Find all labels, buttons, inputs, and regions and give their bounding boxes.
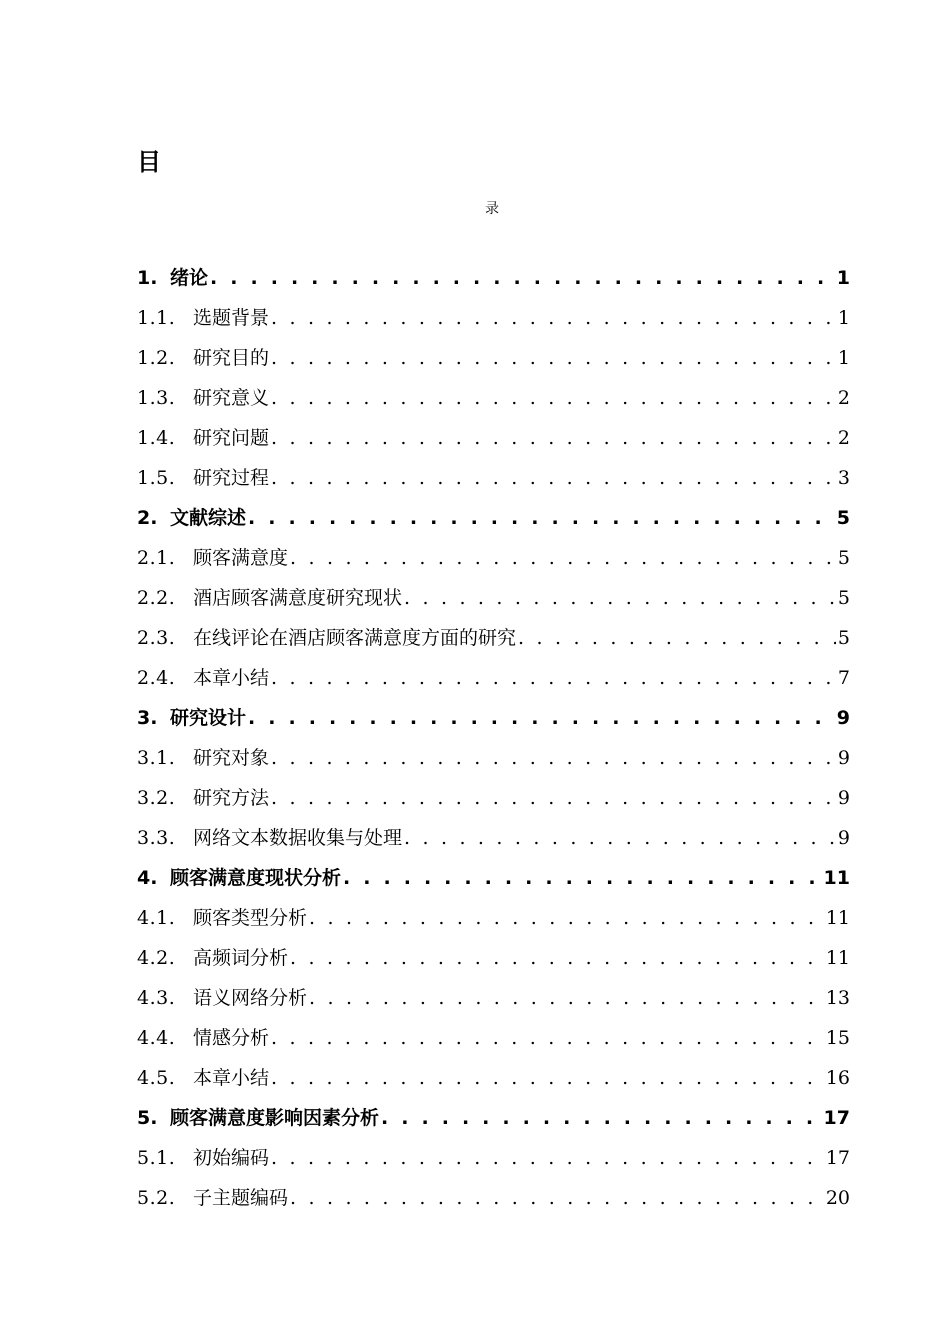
toc-entry-number: 3.3. xyxy=(137,827,176,849)
toc-section-entry[interactable] xyxy=(137,418,850,458)
toc-dot-leader xyxy=(271,458,836,498)
toc-section-entry[interactable] xyxy=(137,1178,850,1218)
toc-dot-leader xyxy=(271,1018,824,1058)
toc-dot-leader xyxy=(210,258,835,298)
toc-heading-char-1: 目 xyxy=(137,148,161,176)
toc-dot-leader xyxy=(271,1138,824,1178)
toc-entry-page: 13 xyxy=(825,987,850,1009)
toc-entry-page: 1 xyxy=(837,307,850,329)
toc-dot-leader xyxy=(271,778,836,818)
toc-section-entry[interactable] xyxy=(137,778,850,818)
toc-entry-title: 本章小结 xyxy=(193,667,270,689)
toc-entry-number: 1.1. xyxy=(137,307,176,329)
toc-section-entry[interactable] xyxy=(137,538,850,578)
toc-entry-title: 研究设计 xyxy=(170,707,247,729)
toc-dot-leader xyxy=(518,618,836,658)
toc-entry-page: 17 xyxy=(825,1147,850,1169)
toc-dot-leader xyxy=(404,818,836,858)
toc-entry-title: 顾客类型分析 xyxy=(193,907,308,929)
toc-section-entry[interactable] xyxy=(137,938,850,978)
toc-dot-leader xyxy=(290,938,824,978)
toc-entry-page: 1 xyxy=(836,267,850,289)
toc-section-entry[interactable] xyxy=(137,338,850,378)
toc-entry-page: 5 xyxy=(836,507,850,529)
toc-entry-title: 酒店顾客满意度研究现状 xyxy=(193,587,403,609)
toc-section-entry[interactable] xyxy=(137,818,850,858)
toc-entry-number: 4.1. xyxy=(137,907,176,929)
toc-section-entry[interactable] xyxy=(137,658,850,698)
toc-entry-title: 在线评论在酒店顾客满意度方面的研究 xyxy=(193,627,517,649)
toc-section-entry[interactable] xyxy=(137,618,850,658)
toc-dot-leader xyxy=(271,338,836,378)
toc-entry-title: 情感分析 xyxy=(193,1027,270,1049)
toc-entry-number: 1.4. xyxy=(137,427,176,449)
toc-section-entry[interactable] xyxy=(137,578,850,618)
toc-entry-number: 1.2. xyxy=(137,347,176,369)
toc-section-entry[interactable] xyxy=(137,1018,850,1058)
toc-dot-leader xyxy=(271,298,836,338)
toc-entry-title: 研究过程 xyxy=(193,467,270,489)
toc-entry-number: 1.3. xyxy=(137,387,176,409)
toc-entry-page: 16 xyxy=(825,1067,850,1089)
toc-entry-number: 4.4. xyxy=(137,1027,176,1049)
toc-section-entry[interactable] xyxy=(137,898,850,938)
toc-entry-number: 5. xyxy=(137,1107,158,1129)
toc-entry-number: 5.2. xyxy=(137,1187,176,1209)
toc-entry-title: 语义网络分析 xyxy=(193,987,308,1009)
toc-entry-page: 20 xyxy=(825,1187,850,1209)
toc-entry-number: 2.4. xyxy=(137,667,176,689)
toc-entry-number: 3. xyxy=(137,707,158,729)
toc-entry-page: 11 xyxy=(823,867,850,889)
toc-entry-title: 绪论 xyxy=(170,267,209,289)
toc-chapter-entry[interactable] xyxy=(137,698,850,738)
toc-dot-leader xyxy=(271,658,836,698)
toc-entry-page: 2 xyxy=(837,387,850,409)
toc-entry-page: 1 xyxy=(837,347,850,369)
toc-dot-leader xyxy=(309,978,824,1018)
toc-heading-char-2: 录 xyxy=(485,201,499,217)
toc-entry-title: 研究目的 xyxy=(193,347,270,369)
toc-entry-page: 9 xyxy=(837,827,850,849)
toc-section-entry[interactable] xyxy=(137,978,850,1018)
toc-dot-leader xyxy=(290,1178,824,1218)
toc-entry-title: 高频词分析 xyxy=(193,947,289,969)
toc-entry-number: 4. xyxy=(137,867,158,889)
toc-entry-page: 5 xyxy=(837,587,850,609)
toc-entry-number: 4.5. xyxy=(137,1067,176,1089)
toc-dot-leader xyxy=(271,378,836,418)
toc-dot-leader xyxy=(271,1058,824,1098)
toc-chapter-entry[interactable] xyxy=(137,858,850,898)
toc-entry-title: 初始编码 xyxy=(193,1147,270,1169)
toc-entry-page: 2 xyxy=(837,427,850,449)
toc-section-entry[interactable] xyxy=(137,738,850,778)
toc-dot-leader xyxy=(271,418,836,458)
toc-entry-title: 研究对象 xyxy=(193,747,270,769)
toc-dot-leader xyxy=(381,1098,822,1138)
toc-dot-leader xyxy=(248,698,835,738)
toc-entry-page: 17 xyxy=(823,1107,850,1129)
toc-entry-title: 网络文本数据收集与处理 xyxy=(193,827,403,849)
toc-entry-number: 1.5. xyxy=(137,467,176,489)
toc-entry-number: 2.3. xyxy=(137,627,176,649)
toc-section-entry[interactable] xyxy=(137,1138,850,1178)
toc-entry-title: 研究意义 xyxy=(193,387,270,409)
toc-entry-title: 研究问题 xyxy=(193,427,270,449)
toc-section-entry[interactable] xyxy=(137,458,850,498)
toc-chapter-entry[interactable] xyxy=(137,498,850,538)
toc-dot-leader xyxy=(248,498,835,538)
toc-section-entry[interactable] xyxy=(137,378,850,418)
toc-entry-page: 11 xyxy=(825,947,850,969)
toc-dot-leader xyxy=(404,578,836,618)
toc-dot-leader xyxy=(309,898,824,938)
toc-entry-number: 2.2. xyxy=(137,587,176,609)
toc-entry-number: 3.2. xyxy=(137,787,176,809)
toc-entry-page: 5 xyxy=(837,627,850,649)
toc-entry-number: 2.1. xyxy=(137,547,176,569)
table-of-contents xyxy=(137,258,850,1218)
toc-entry-number: 2. xyxy=(137,507,158,529)
toc-entry-title: 顾客满意度现状分析 xyxy=(170,867,342,889)
toc-chapter-entry[interactable] xyxy=(137,1098,850,1138)
toc-entry-title: 本章小结 xyxy=(193,1067,270,1089)
toc-entry-page: 9 xyxy=(837,787,850,809)
toc-entry-title: 顾客满意度 xyxy=(193,547,289,569)
toc-entry-title: 选题背景 xyxy=(193,307,270,329)
toc-entry-page: 9 xyxy=(837,747,850,769)
toc-entry-title: 顾客满意度影响因素分析 xyxy=(170,1107,380,1129)
toc-section-entry[interactable] xyxy=(137,298,850,338)
toc-entry-page: 9 xyxy=(836,707,850,729)
toc-section-entry[interactable] xyxy=(137,1058,850,1098)
toc-entry-title: 文献综述 xyxy=(170,507,247,529)
toc-entry-number: 4.2. xyxy=(137,947,176,969)
toc-entry-page: 15 xyxy=(825,1027,850,1049)
toc-entry-title: 子主题编码 xyxy=(193,1187,289,1209)
toc-dot-leader xyxy=(271,738,836,778)
toc-dot-leader xyxy=(290,538,836,578)
toc-entry-number: 4.3. xyxy=(137,987,176,1009)
toc-entry-page: 11 xyxy=(825,907,850,929)
toc-entry-title: 研究方法 xyxy=(193,787,270,809)
toc-dot-leader xyxy=(343,858,822,898)
toc-entry-page: 5 xyxy=(837,547,850,569)
toc-entry-number: 3.1. xyxy=(137,747,176,769)
toc-chapter-entry[interactable] xyxy=(137,258,850,298)
toc-entry-number: 1. xyxy=(137,267,158,289)
toc-entry-page: 7 xyxy=(837,667,850,689)
toc-entry-number: 5.1. xyxy=(137,1147,176,1169)
toc-entry-page: 3 xyxy=(837,467,850,489)
